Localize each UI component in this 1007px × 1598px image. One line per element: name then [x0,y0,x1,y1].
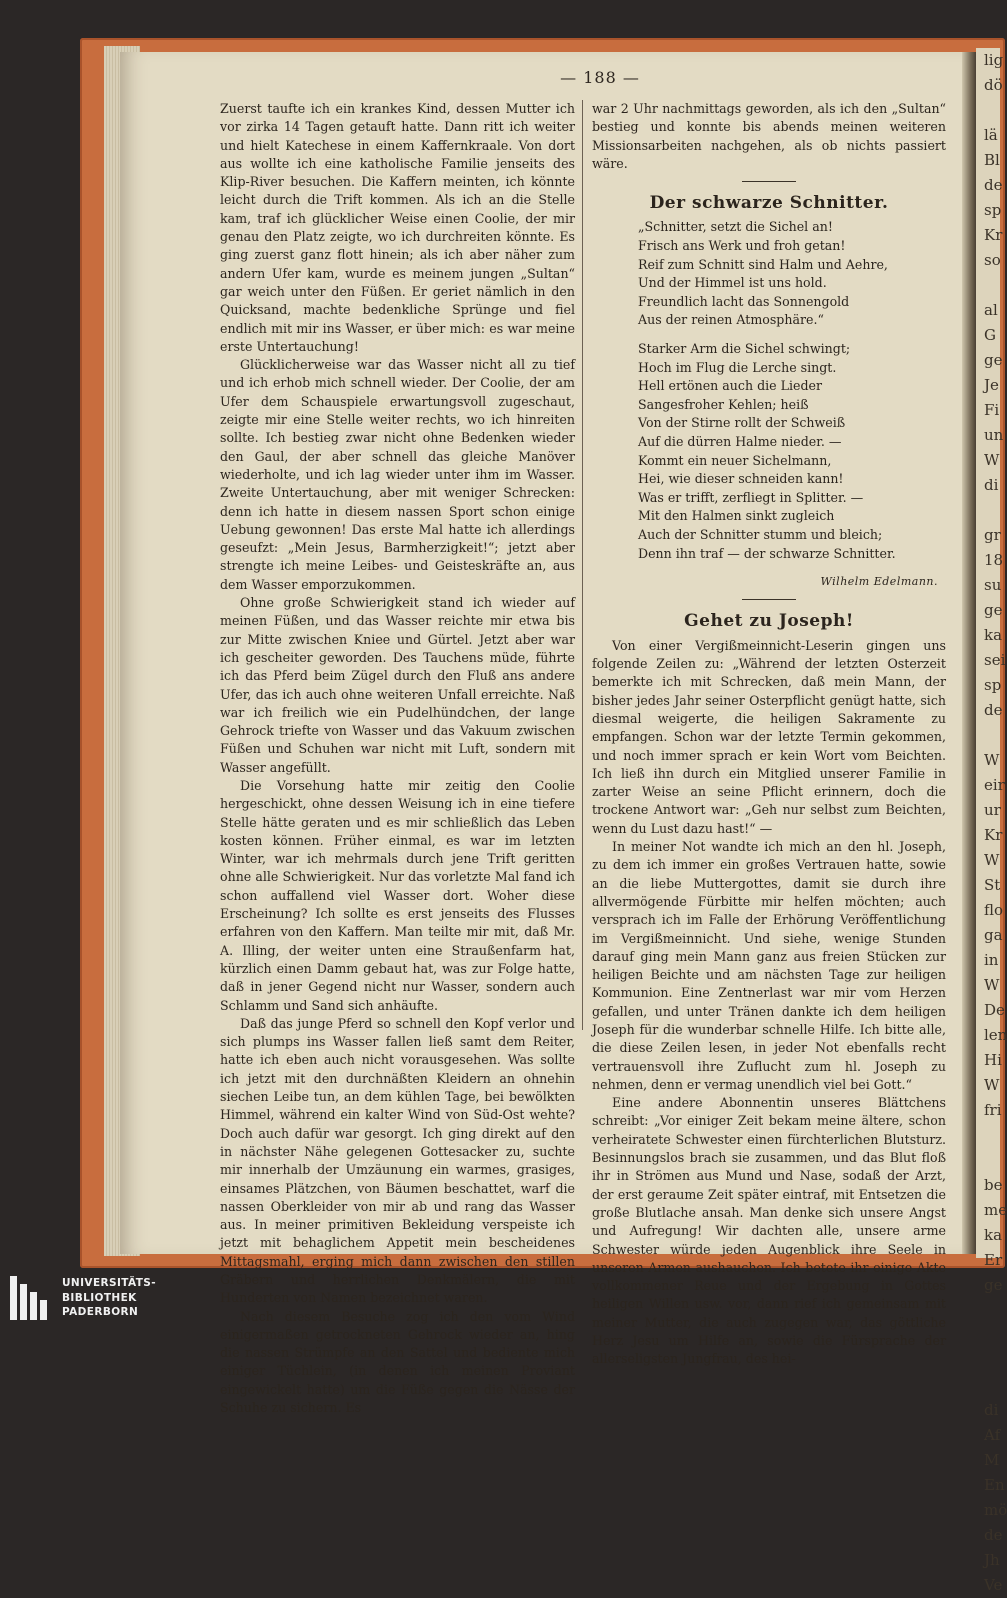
next-page-text: sp [984,201,1002,219]
next-page-text: len [984,1026,1007,1044]
paragraph: Die Vorsehung hatte mir zeitig den Coolie hergeschickt, ohne dessen Weisung ich in eine tiefere Stelle hätte geraten und es mir schließlich das Leben kosten können. Früher einmal, es war im letzten Winter, war ich mehrmals durch jene Trift geritten ohne alle Schwierigkeit. Nur das vorletzte Mal fand ich schon auffallend viel Wasser dort. Woher diese Erscheinung? Ich sollte es erst jenseits des Flusses erfahren von den Kaffern. Man teilte mir mit, daß Mr. A. Illing, der weiter unten eine Straußenfarm hat, kürzlich einen Damm gebaut hat, was zur Folge hatte, daß in jener Gegend nicht nur Wasser, sondern auch Schlamm und Sand sich anhäufte. [220,777,575,1013]
logo-line: PADERBORN [62,1306,139,1318]
paragraph: Nach diesem Besuche zog ich den vom Wind einigermaßen getrockneten Gehrock wieder an, hing die nassen Strümpfe an den Sattel und bediente mich einiger Tüchlein, (in denen ich meinen Proviant eingewickelt hatte) um die Füße gegen die Nässe der Schuhe zu sichern. Es [220,1308,575,1416]
book-gutter [962,52,976,1254]
next-page-text: De [984,1001,1005,1019]
section-rule [742,181,796,182]
paragraph: Eine andere Abonnentin unseres Blättchens schreibt: „Vor einiger Zeit bekam meine ältere, schon verheiratete Schwester einen fürchterlichen Blutsturz. Besinnungslos brach sie zusammen, und das Blut floß ihr in Strömen aus Mund und Nase, sodaß der Arzt, der erst geraume Zeit später eintraf, mit Entsetzen die große Blutlache ansah. Man denke sich unsere Angst und Aufregung! Wir dachten alle, unsere arme Schwester würde jeden Augenblick ihre Seele in unseren Armen aushauchen. Ich betete ihr einige Akte vollkommener Reue und der Ergebung in Gottes heiligen Willen usw. vor, dann rief ich gemeinsam mit meiner Mutter, die auch zugegen war, das göttliche Herz Jesu um Hilfe an, sowie die Fürsprache der allerseligsten Jungfrau, des hei- [592,1095,946,1367]
next-page-text: ge [984,601,1003,619]
poem-line: Hell ertönen auch die Lieder [638,378,822,394]
next-page-text: un [984,426,1004,444]
poem-stanza [638,218,946,330]
next-page-text: G [984,326,996,344]
next-page-text [976,273,1000,298]
next-page-text [976,1298,1000,1323]
poem-line: Reif zum Schnitt sind Halm und Aehre, [638,256,888,272]
next-page-text [976,98,1000,123]
paragraph: Ohne große Schwierigkeit stand ich wieder auf meinen Füßen, und das Wasser reichte mir etwa bis zur Mitte zwischen Kniee und Gürtel. Jetzt aber war ich gescheiter geworden. Des Tauchens müde, führte ich das Pferd beim Zügel durch den Fluß ans andere Ufer, das ich auch ohne weiteren Unfall erreichte. Naß war ich freilich wie ein Pudelhündchen, der lange Gehrock triefte von Wasser und das Vakuum zwischen Füßen und Schuhen war nicht mit Luft, sondern mit Wasser angefüllt. [220,595,575,775]
column-divider [582,100,583,1030]
next-page-text: W [984,851,1000,869]
next-page-text: de [984,701,1003,719]
poem-line: Hoch im Flug die Lerche singt. [638,359,837,375]
next-page-text: W [984,1076,1000,1094]
next-page-text: Er [984,1251,1003,1269]
next-page-text [976,723,1000,748]
next-page-fragment [976,48,1007,1594]
next-page-text: ge [984,1276,1003,1294]
next-page-text: St [984,876,1001,894]
next-page-text: su [984,576,1002,594]
next-page-text: W [984,751,1000,769]
next-page-text: En [984,1476,1005,1494]
paragraph: Von einer Vergißmeinnicht-Leserin gingen uns folgende Zeilen zu: „Während der letzten Osterzeit bemerkte ich mit Schrecken, daß mein Mann, der bisher jedes Jahr seiner Osterpflicht genügt hatte, sich diesmal weigerte, die heiligen Sakramente zu empfangen. Schon war der letzte Termin gekommen, und noch immer sprach er kein Wort vom Beichten. Ich ließ ihn durch ein Mitglied unserer Familie in zarter Weise an seine Pflicht erinnern, doch die trockene Antwort war: „Geh nur selbst zum Beichten, wenn du Lust dazu hast!“ — [592,637,946,836]
next-page-text: mö [984,1501,1007,1519]
logo-line: BIBLIOTHEK [62,1291,137,1304]
next-page-text: Kr [984,226,1003,244]
paragraph: Daß das junge Pferd so schnell den Kopf verlor und sich plumps ins Wasser fallen ließ samt dem Reiter, hatte ich eben auch nicht vorausgesehen. Was sollte ich jetzt mit den durchnäßten Kleidern an ohnehin siechen Leibe tun, an dem kühlen Tage, bei bewölkten Himmel, während ein kalter Wind von Süd-Ost wehte? Doch auch dafür war gesorgt. Ich ging direkt auf den in nächster Nähe gelegenen Gottesacker zu, suchte mir innerhalb der Umzäunung ein warmes, grasiges, einsames Plätzchen, von Bäumen beschattet, warf die nassen Oberkleider von mir ab und rang das Wasser aus. In meiner primitiven Bekleidung verspeiste ich jetzt mit behaglichem Appetit mein bescheidenes Mittagsmahl, erging mich dann zwischen den stillen Gräbern und herrlichen Denkmälern, die mit Hunderten von Namen bezeichnet waren. [220,1015,575,1306]
logo-line: UNIVERSITÄTS- [62,1277,157,1289]
next-page-text: Jh [984,1551,1000,1569]
paragraph: Zuerst taufte ich ein krankes Kind, dessen Mutter ich vor zirka 14 Tagen getauft hatte. Dann ritt ich weiter und hielt Katechese in einem Kaffernkraale. Von dort aus wollte ich eine katholische Familie jenseits des Klip-River besuchen. Die Kaffern meinten, ich könnte leicht durch die Trift kommen. Als ich an die Stelle kam, traf ich glücklicher Weise einen Coolie, der mir genau den Platz zeigte, wo ich durchreiten könnte. Es ging zuerst ganz flott hinein; als ich aber näher zum andern Ufer kam, wurde es meinem jungen „Sultan“ gar weich unter den Füßen. Er geriet nämlich in den Quicksand, machte bedenkliche Sprünge und fiel endlich mit mir ins Wasser, er über mich: es war meine erste Untertauchung! [220,101,575,354]
next-page-text: ur [984,801,1001,819]
next-page-text: 18 [984,551,1004,569]
next-page-text: de [984,176,1003,194]
next-page-text: eir [984,776,1005,794]
poem-line: Starker Arm die Sichel schwingt; [638,341,851,357]
next-page-text: fri [984,1101,1002,1119]
next-page-text: ga [984,926,1003,944]
next-page-text: al [984,301,998,319]
article-title: Gehet zu Joseph! [684,611,854,632]
next-page-text: Fi [984,401,1000,419]
next-page-text [976,1348,1000,1373]
paragraph: war 2 Uhr nachmittags geworden, als ich den „Sultan“ bestieg und konnte bis abends meinen weiteren Missionsarbeiten nachgehen, als ob nichts passiert wäre. [592,101,946,171]
page-number: — 188 — [560,68,640,87]
next-page-text: di [984,476,999,494]
poem-line: Und der Himmel ist uns hold. [638,275,827,291]
next-page-text [976,1148,1000,1173]
next-page-text: lig [984,51,1004,69]
next-page-text: lä [984,126,998,144]
next-page-text: Af [984,1426,1001,1444]
right-column [592,100,946,1369]
next-page-text: W [984,976,1000,994]
poem-line: Aus der reinen Atmosphäre.“ [638,312,824,328]
library-logo [10,1276,210,1320]
poem-line: Auf die dürren Halme nieder. — [638,434,842,450]
next-page-text [976,498,1000,523]
poem-line: Hei, wie dieser schneiden kann! [638,471,844,487]
next-page-text: sei [984,651,1006,669]
poem-line: Freundlich lacht das Sonnengold [638,293,850,309]
next-page-text: ka [984,626,1003,644]
next-page-text: ka [984,1226,1003,1244]
next-page-text [976,1373,1000,1398]
next-page-text: so [984,251,1001,269]
next-page-text [976,1323,1000,1348]
next-page-text: Ve [984,1576,1003,1594]
paragraph: Glücklicherweise war das Wasser nicht all zu tief und ich erhob mich schnell wieder. Der Coolie, der am Ufer dem Schauspiele erwartungsvoll zugeschaut, zeigte mir eine Stelle weiter rechts, wo ich hinreiten sollte. Ich bestieg zwar nicht ohne Bedenken wieder den Gaul, der aber schnell das gleiche Manöver wiederholte, und ich lag wieder unter ihm im Wasser. Zweite Untertauchung, aber mit weniger Schrecken: denn ich hatte in diesem nassen Sport schon einige Uebung gewonnen! Das erste Mal hatte ich allerdings geseufzt: „Mein Jesus, Barmherzigkeit!“; jetzt aber strengte ich meine Leibes- und Geisteskräfte an, aus dem Wasser emporzukommen. [220,357,575,592]
poem-line: Kommt ein neuer Sichelmann, [638,452,832,468]
poem-stanza [638,340,946,563]
next-page-text: flo [984,901,1004,919]
next-page-text: sp [984,676,1002,694]
logo-mark-icon [10,1276,52,1320]
logo-text [62,1276,156,1320]
poem-line: Denn ihn traf — der schwarze Schnitter. [638,545,896,561]
poem-line: Mit den Halmen sinkt zugleich [638,508,835,524]
next-page-text: W [984,451,1000,469]
next-page-text: Je [984,376,999,394]
section-rule [742,599,796,600]
poem-title: Der schwarze Schnitter. [649,193,889,214]
next-page-text: ge [984,351,1003,369]
next-page-text: di [984,1401,999,1419]
next-page-text: be [984,1176,1003,1194]
poem-line: Was er trifft, zerfliegt in Splitter. — [638,489,864,505]
poem-line: Auch der Schnitter stumm und bleich; [638,526,883,542]
poem-line: Frisch ans Werk und froh getan! [638,238,846,254]
next-page-text: gr [984,526,1001,544]
next-page-text: de [984,1526,1003,1544]
next-page-text: me [984,1201,1007,1219]
next-page-text: Kr [984,826,1003,844]
next-page-text: dö [984,76,1003,94]
paragraph: In meiner Not wandte ich mich an den hl. Joseph, zu dem ich immer ein großes Vertrauen hatte, sowie an die liebe Muttergottes, damit sie durch ihre allvermögende Fürbitte mir helfen möchten; auch versprach ich im Falle der Erhörung Veröffentlichung im Vergißmeinnicht. Und siehe, wenige Stunden darauf ging mein Mann ganz aus freien Stücken zur heiligen Beichte und am nächsten Tage zur heiligen Kommunion. Eine Zentnerlast war mir vom Herzen gefallen, und unter Tränen dankte ich dem heiligen Joseph für die wunderbar schnelle Hilfe. Ich bitte alle, die diese Zeilen lesen, in jeder Not ebenfalls recht vertrauensvoll ihre Zuflucht zum hl. Joseph zu nehmen, denn er vermag unendlich viel bei Gott.“ [592,839,946,1092]
next-page-text: Hi [984,1051,1002,1069]
poem-line: Von der Stirne rollt der Schweiß [638,415,846,431]
left-column [220,100,575,1417]
poem-line: Sangesfroher Kehlen; heiß [638,396,809,412]
next-page-text: M [984,1451,1000,1469]
next-page-text [976,1123,1000,1148]
next-page-text: in [984,951,999,969]
poem-line: „Schnitter, setzt die Sichel an! [638,219,833,235]
poem-author: Wilhelm Edelmann. [820,575,938,589]
poem [592,218,946,563]
next-page-text: Bl [984,151,1000,169]
